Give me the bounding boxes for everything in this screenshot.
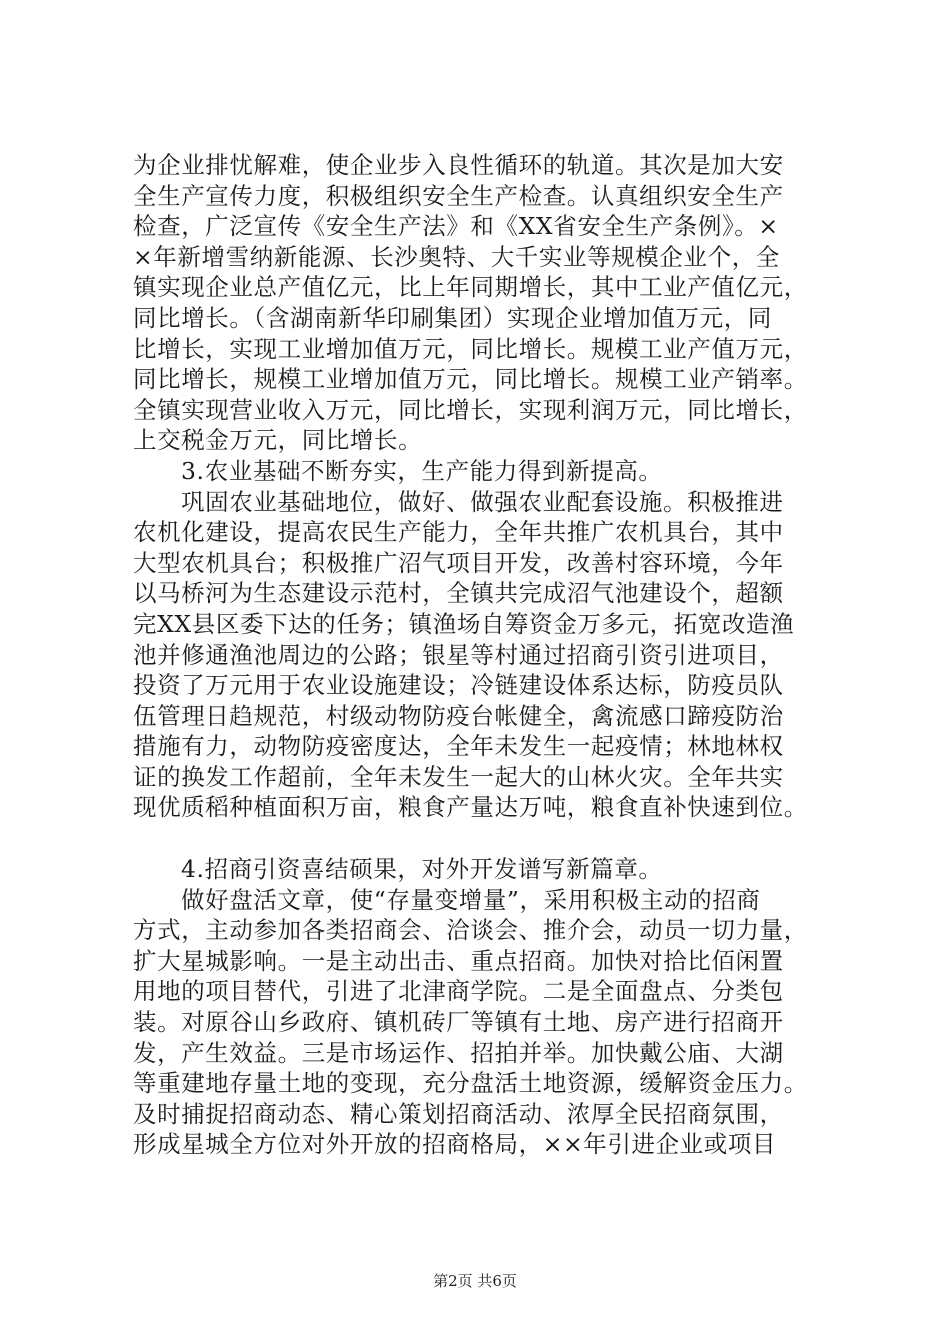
text-line: 做好盘活文章，使“存量变增量”，采用积极主动的招商	[181, 885, 761, 914]
text-line: 现优质稻种植面积万亩，粮食产量达万吨，粮食直补快速到位。	[133, 793, 808, 822]
text-line: 伍管理日趋规范，村级动物防疫台帐健全，禽流感口蹄疫防治	[133, 701, 784, 730]
text-line: 形成星城全方位对外开放的招商格局，××年引进企业或项目	[133, 1130, 777, 1159]
paragraph-investment	[133, 885, 853, 1160]
text-line: ×年新增雪纳新能源、长沙奥特、大千实业等规模企业个，全	[133, 242, 780, 271]
text-line: 及时捕捉招商动态、精心策划招商活动、浓厚全民招商氛围，	[133, 1099, 784, 1128]
section-heading-agriculture: 3.农业基础不断夯实，生产能力得到新提高。	[181, 456, 663, 485]
text-line: 巩固农业基础地位，做好、做强农业配套设施。积极推进	[181, 487, 784, 516]
page-footer	[0, 1270, 950, 1291]
paragraph-spacer	[133, 823, 853, 854]
text-line: 镇实现企业总产值亿元，比上年同期增长，其中工业产值亿元，	[133, 273, 808, 302]
text-line: 同比增长。（含湖南新华印刷集团）实现企业增加值万元，同	[133, 303, 772, 332]
text-line: 农机化建设，提高农民生产能力，全年共推广农机具台，其中	[133, 518, 784, 547]
text-line: 发，产生效益。三是市场运作、招拍并举。加快戴公庙、大湖	[133, 1038, 784, 1067]
text-line: 投资了万元用于农业设施建设；冷链建设体系达标，防疫员队	[133, 671, 784, 700]
document-body	[133, 150, 853, 1160]
text-line: 池并修通渔池周边的公路；银星等村通过招商引资引进项目，	[133, 640, 784, 669]
text-line: 大型农机具台；积极推广沼气项目开发，改善村容环境，今年	[133, 548, 784, 577]
text-line: 全生产宣传力度，积极组织安全生产检查。认真组织安全生产	[133, 181, 784, 210]
text-line: 等重建地存量土地的变现，充分盘活土地资源，缓解资金压力。	[133, 1069, 808, 1098]
text-line: 完XX县区委下达的任务；镇渔场自筹资金万多元，拓宽改造渔	[133, 609, 795, 638]
page-number: 第2页 共6页	[433, 1272, 517, 1290]
text-line: 方式，主动参加各类招商会、洽谈会、推介会，动员一切力量，	[133, 916, 808, 945]
text-line: 证的换发工作超前，全年未发生一起大的山林火灾。全年共实	[133, 762, 784, 791]
paragraph-industry	[133, 150, 853, 456]
text-line: 以马桥河为生态建设示范村，全镇共完成沼气池建设个，超额	[133, 579, 784, 608]
section-heading-investment: 4.招商引资喜结硕果，对外开发谱写新篇章。	[181, 855, 663, 884]
text-line: 检查，广泛宣传《安全生产法》和《XX省安全生产条例》。×	[133, 212, 779, 241]
text-line: 措施有力，动物防疫密度达，全年未发生一起疫情；林地林权	[133, 732, 784, 761]
text-line: 装。对原谷山乡政府、镇机砖厂等镇有土地、房产进行招商开	[133, 1008, 784, 1037]
text-line: 全镇实现营业收入万元，同比增长，实现利润万元，同比增长，	[133, 395, 808, 424]
text-line: 为企业排忧解难，使企业步入良性循环的轨道。其次是加大安	[133, 151, 784, 179]
text-line: 上交税金万元，同比增长。	[133, 426, 423, 455]
paragraph-agriculture	[133, 487, 853, 824]
text-line: 扩大星城影响。一是主动出击、重点招商。加快对拾比佰闲置	[133, 946, 784, 975]
text-line: 比增长，实现工业增加值万元，同比增长。规模工业产值万元，	[133, 334, 808, 363]
text-line: 用地的项目替代，引进了北津商学院。二是全面盘点、分类包	[133, 977, 784, 1006]
text-line: 同比增长，规模工业增加值万元，同比增长。规模工业产销率。	[133, 365, 808, 394]
